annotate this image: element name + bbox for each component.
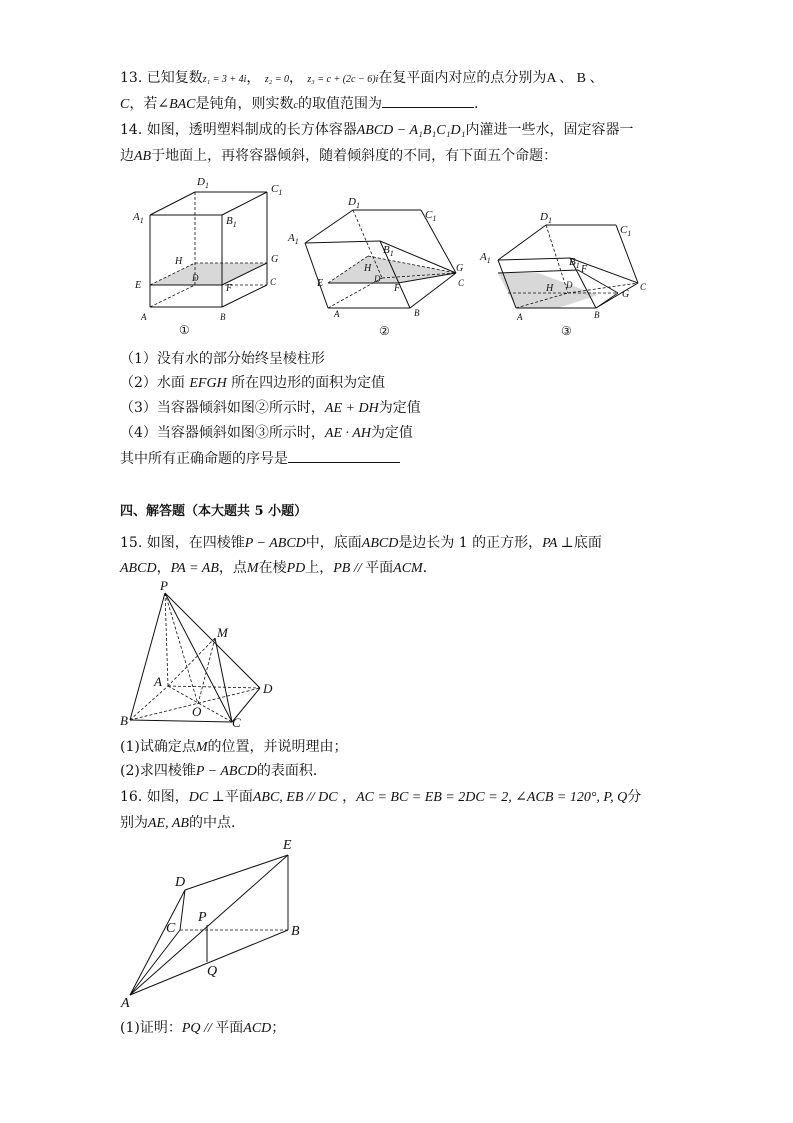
q15-number: 15. bbox=[120, 535, 143, 551]
q14-figure-2-label: ② bbox=[379, 324, 390, 338]
svg-text:P: P bbox=[160, 578, 168, 593]
svg-text:C1: $C_1$ bbox=[620, 224, 632, 238]
section-4-title: 四、解答题（本大题共 5 小题） bbox=[120, 504, 308, 519]
q14-answer-line: 其中所有正确命题的序号是 bbox=[120, 448, 400, 469]
q14-figure-2 bbox=[288, 198, 473, 338]
q15-line1: 15. 如图，在四棱锥P − ABCD中，底面ABCD是边长为 1 的正方形，PA ⊥底面 bbox=[120, 535, 602, 551]
svg-text:H: H bbox=[546, 283, 554, 294]
svg-text:H: H bbox=[175, 256, 183, 267]
q16-line2: 别为AE, AB的中点． bbox=[120, 815, 245, 831]
svg-text:B: B bbox=[414, 308, 420, 318]
svg-text:B: B bbox=[291, 924, 300, 939]
q14-prop-2: （2）水面 EFGH 所在四边形的面积为定值 bbox=[120, 375, 386, 391]
svg-text:D: D bbox=[374, 274, 381, 284]
svg-text:D1: $D_1$ bbox=[197, 176, 209, 190]
svg-text:C: C bbox=[232, 715, 241, 730]
svg-text:E: E bbox=[135, 280, 142, 291]
q13-line1: 13. 已知复数z₁ = 3 + 4i， z₂ = 0， z₃ = c + (2c − 6)i在复平面内对应的点分别为A 、 B 、 bbox=[120, 70, 604, 86]
svg-text:H: H bbox=[364, 263, 372, 274]
q14-prop-4: （4）当容器倾斜如图③所示时，AE · AH为定值 bbox=[120, 425, 413, 441]
q14-figure-1 bbox=[130, 170, 290, 340]
q15-sub1: (1)试确定点M的位置，并说明理由； bbox=[120, 739, 348, 755]
q14-number: 14. bbox=[120, 122, 143, 138]
svg-text:A1: $A_1$ bbox=[288, 232, 299, 246]
q13-number: 13. bbox=[120, 70, 143, 86]
svg-text:A1: $A_1$ bbox=[133, 211, 144, 225]
q15-line2: ABCD，PA = AB，点M在棱PD上，PB // 平面ACM． bbox=[120, 560, 437, 576]
q14-answer-blank[interactable] bbox=[288, 448, 400, 463]
q13-points: A 、 B 、 bbox=[546, 71, 604, 86]
svg-text:B1: $B_1$ bbox=[226, 215, 237, 229]
q14-prop-3: （3）当容器倾斜如图②所示时，AE + DH为定值 bbox=[120, 400, 421, 416]
q15-pyramid-figure bbox=[115, 578, 290, 728]
q13-line2: C，若∠BAC是钝角，则实数c的取值范围为 . bbox=[120, 93, 478, 116]
q13-z2: z₂ = 0 bbox=[264, 74, 289, 85]
svg-text:D1: $D_1$ bbox=[540, 211, 552, 225]
svg-text:A: A bbox=[517, 312, 523, 322]
svg-text:Q: Q bbox=[207, 964, 218, 979]
svg-text:C1: $C_1$ bbox=[271, 183, 283, 197]
q16-sub1: (1)证明：PQ // 平面ACD； bbox=[120, 1020, 286, 1036]
q14-figure-3 bbox=[478, 198, 653, 338]
q14-figure-3-label: ③ bbox=[561, 324, 572, 338]
q14-line1: 14. 如图，透明塑料制成的长方体容器ABCD − A₁B₁C₁D₁内灌进一些水，固定容器一 bbox=[120, 122, 634, 138]
svg-text:M: M bbox=[217, 625, 228, 640]
q14-figure-1-label: ① bbox=[179, 323, 190, 337]
q13-z3: z₃ = c + (2c − 6)i bbox=[307, 74, 379, 85]
q16-number: 16. bbox=[120, 789, 143, 805]
svg-text:C: C bbox=[640, 282, 647, 292]
svg-text:G: G bbox=[456, 263, 464, 274]
svg-text:A: A bbox=[334, 309, 340, 319]
svg-text:B: B bbox=[594, 310, 600, 320]
svg-text:D: D bbox=[566, 280, 573, 290]
svg-text:F: F bbox=[226, 283, 233, 294]
q13-angle: ∠BAC bbox=[157, 97, 196, 112]
svg-text:C1: $C_1$ bbox=[425, 209, 437, 223]
q16-line1: 16. 如图，DC ⊥平面ABC, EB // DC ，AC = BC = EB = 2DC = 2, ∠ACB = 120°, P, Q分 bbox=[120, 789, 642, 805]
svg-text:A: A bbox=[154, 674, 162, 689]
svg-text:A: A bbox=[141, 312, 147, 322]
svg-text:C: C bbox=[166, 921, 176, 936]
q13-z1: z₁ = 3 + 4i bbox=[202, 74, 247, 85]
svg-text:E: E bbox=[317, 278, 324, 289]
svg-text:E: E bbox=[283, 838, 292, 853]
svg-text:B: B bbox=[220, 312, 226, 322]
svg-text:B1: $B_1$ bbox=[569, 256, 580, 270]
svg-text:A1: $A_1$ bbox=[480, 251, 491, 265]
svg-text:O: O bbox=[192, 704, 202, 719]
svg-text:D: D bbox=[175, 875, 186, 890]
svg-text:B: B bbox=[120, 713, 128, 728]
q14-line2: 边AB于地面上，再将容器倾斜，随着倾斜度的不同，有下面五个命题： bbox=[120, 148, 558, 164]
svg-text:D: D bbox=[192, 273, 199, 283]
svg-text:G: G bbox=[271, 254, 279, 265]
q16-figure bbox=[115, 835, 315, 1010]
q13-answer-blank[interactable] bbox=[382, 93, 474, 108]
svg-text:F: F bbox=[581, 264, 588, 275]
svg-text:G: G bbox=[622, 289, 630, 300]
svg-text:A: A bbox=[121, 996, 130, 1011]
svg-text:C: C bbox=[270, 277, 277, 287]
svg-text:D1: $D_1$ bbox=[348, 196, 360, 210]
q15-sub2: (2)求四棱锥P − ABCD的表面积． bbox=[120, 763, 327, 779]
svg-text:P: P bbox=[198, 910, 207, 925]
svg-text:D: D bbox=[263, 681, 273, 696]
q14-prop-1: （1）没有水的部分始终呈棱柱形 bbox=[120, 351, 325, 367]
q14-container: ABCD − A₁B₁C₁D₁ bbox=[356, 123, 466, 138]
svg-text:C: C bbox=[458, 278, 465, 288]
svg-text:F: F bbox=[394, 283, 401, 294]
svg-text:B1: $B_1$ bbox=[383, 244, 394, 258]
